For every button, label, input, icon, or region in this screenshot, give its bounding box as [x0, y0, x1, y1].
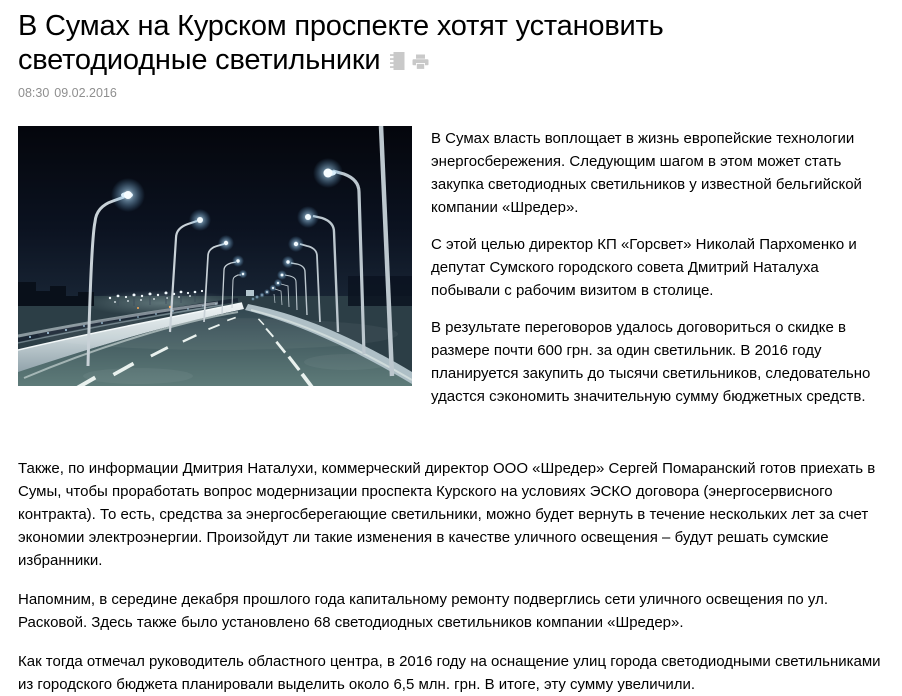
content-row [18, 126, 882, 422]
lead-paragraph: С этой целью директор КП «Горсвет» Николай Пархоменко и депутат Сумского городского совета Дмитрий Наталуха побывали с рабочим визитом в столице. [431, 236, 857, 299]
article-photo [18, 126, 412, 386]
body-paragraph: Также, по информации Дмитрия Наталухи, коммерческий директор ООО «Шредер» Сергей Помаранский готов приехать в Сумы, чтобы проработать вопрос модернизации проспекта Курского на условиях ЭСКО договора (энергосервисного контракта). То есть, средства за энергосберегающие светильники, можно будет вернуть в течение нескольких лет за счет экономии электроэнергии. Произойдут ли такие изменения в качестве уличного освещения – будут решать сумские избранники. [18, 460, 876, 569]
publish-date: 09.02.2016 [54, 86, 117, 100]
print-icon[interactable] [412, 45, 429, 79]
body-paragraph: Как тогда отмечал руководитель областного центра, в 2016 году на оснащение улиц города светодиодными светильниками из городского бюджета планировали выделить около 6,5 млн. грн. В итоге, эту сумму увеличили. [18, 653, 881, 693]
body-paragraph: Напомним, в середине декабря прошлого года капитальному ремонту подверглись сети уличного освещения по ул. Расковой. Здесь также было установлено 68 светодиодных светильников компании «Шредер». [18, 591, 828, 631]
lead-text [431, 126, 882, 422]
page-title-text: В Сумах на Курском проспекте хотят установить светодиодные светильники [18, 10, 664, 76]
lead-paragraph: В результате переговоров удалось договориться о скидке в размере почти 600 грн. за один светильник. В 2016 году планируется закупить до тысячи светильников, следовательно удастся сэкономить значительную сумму бюджетных средств. [431, 319, 871, 405]
page-title [18, 9, 858, 79]
article-page [0, 9, 902, 696]
publish-time: 08:30 [18, 86, 50, 100]
lead-paragraph: В Сумах власть воплощает в жизнь европейские технологии энергосбережения. Следующим шагом в этом может стать закупка светодиодных светильников у известной бельгийской компании «Шредер». [431, 130, 862, 216]
mobile-version-icon[interactable] [389, 45, 405, 79]
title-toolbar [389, 44, 436, 76]
article-meta [18, 86, 882, 100]
article-body [18, 457, 882, 696]
